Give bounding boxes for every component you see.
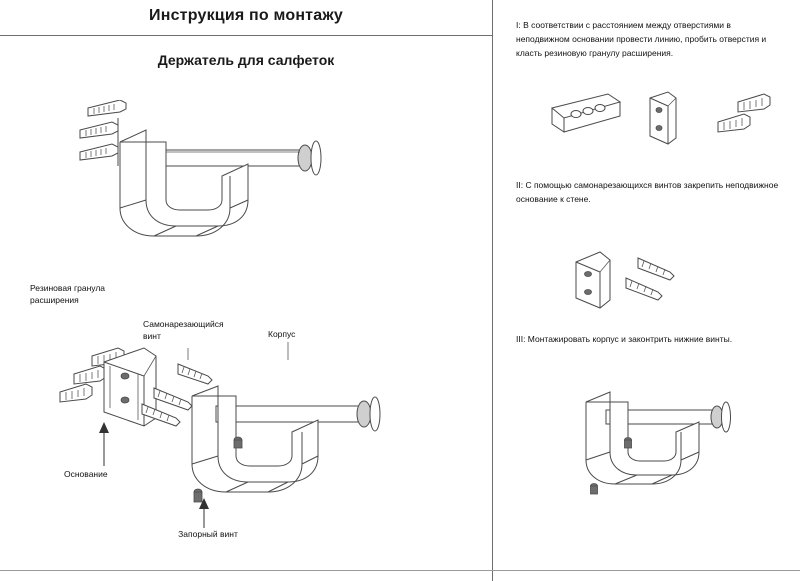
column-divider	[492, 0, 493, 581]
product-subtitle: Держатель для салфеток	[157, 52, 335, 68]
self-tapping-screw-icon	[178, 364, 212, 384]
self-tapping-screw-icon	[80, 144, 118, 160]
arrow-icon-base	[92, 420, 122, 468]
title-divider	[0, 35, 492, 36]
callout-rubber-granule: Резиновая гранула расширения	[30, 283, 106, 305]
mounting-bracket-icon	[650, 92, 676, 144]
holder-bar-icon	[155, 141, 321, 175]
mounting-bracket-icon	[576, 252, 610, 308]
lock-screw-icon	[194, 489, 202, 502]
mounting-bracket-icon	[104, 348, 156, 426]
napkin-holder-icon	[192, 386, 380, 492]
rubber-dowel-icon	[60, 384, 92, 402]
assembled-holder-illustration	[60, 100, 380, 260]
self-tapping-screw-icon	[154, 388, 192, 410]
self-tapping-screw-icon	[88, 100, 126, 116]
wall-plate-icon	[552, 94, 620, 132]
bottom-border	[0, 570, 800, 571]
lock-screw-icon	[591, 484, 598, 495]
step-1-text: I: В соответствии с расстоянием между отверстиями в неподвижном основании провести линию, пробить отверстия и класть резиновую гранулу расширения.	[516, 20, 767, 58]
callout-base: Основание	[64, 469, 108, 479]
rubber-dowel-icon	[718, 114, 750, 132]
callout-lock-screw: Запорный винт	[178, 529, 238, 539]
callout-self-tapping-screw: Самонарезающийся винт	[143, 319, 224, 341]
self-tapping-screw-icon	[142, 404, 180, 426]
rubber-dowel-icon	[738, 94, 770, 112]
self-tapping-screw-icon	[638, 258, 674, 280]
step-3-assembled-illustration	[566, 378, 786, 518]
step-3-text: III: Монтажировать корпус и законтрить нижние винты.	[516, 334, 733, 344]
step-1-parts-illustration	[540, 88, 790, 158]
self-tapping-screw-icon	[626, 278, 662, 300]
napkin-holder-icon	[586, 392, 731, 484]
step-2-text: II: С помощью самонарезающихся винтов закрепить неподвижное основание к стене.	[516, 180, 779, 204]
page-title: Инструкция по монтажу	[149, 7, 343, 24]
rubber-dowel-icon	[92, 348, 124, 366]
arrow-icon-lock-screw	[192, 496, 222, 530]
exploded-view-illustration	[30, 330, 450, 530]
holder-body-icon	[120, 130, 248, 236]
callout-body: Корпус	[268, 329, 296, 339]
rubber-dowel-icon	[74, 366, 106, 384]
self-tapping-screw-icon	[80, 122, 118, 138]
step-2-parts-illustration	[566, 244, 726, 314]
